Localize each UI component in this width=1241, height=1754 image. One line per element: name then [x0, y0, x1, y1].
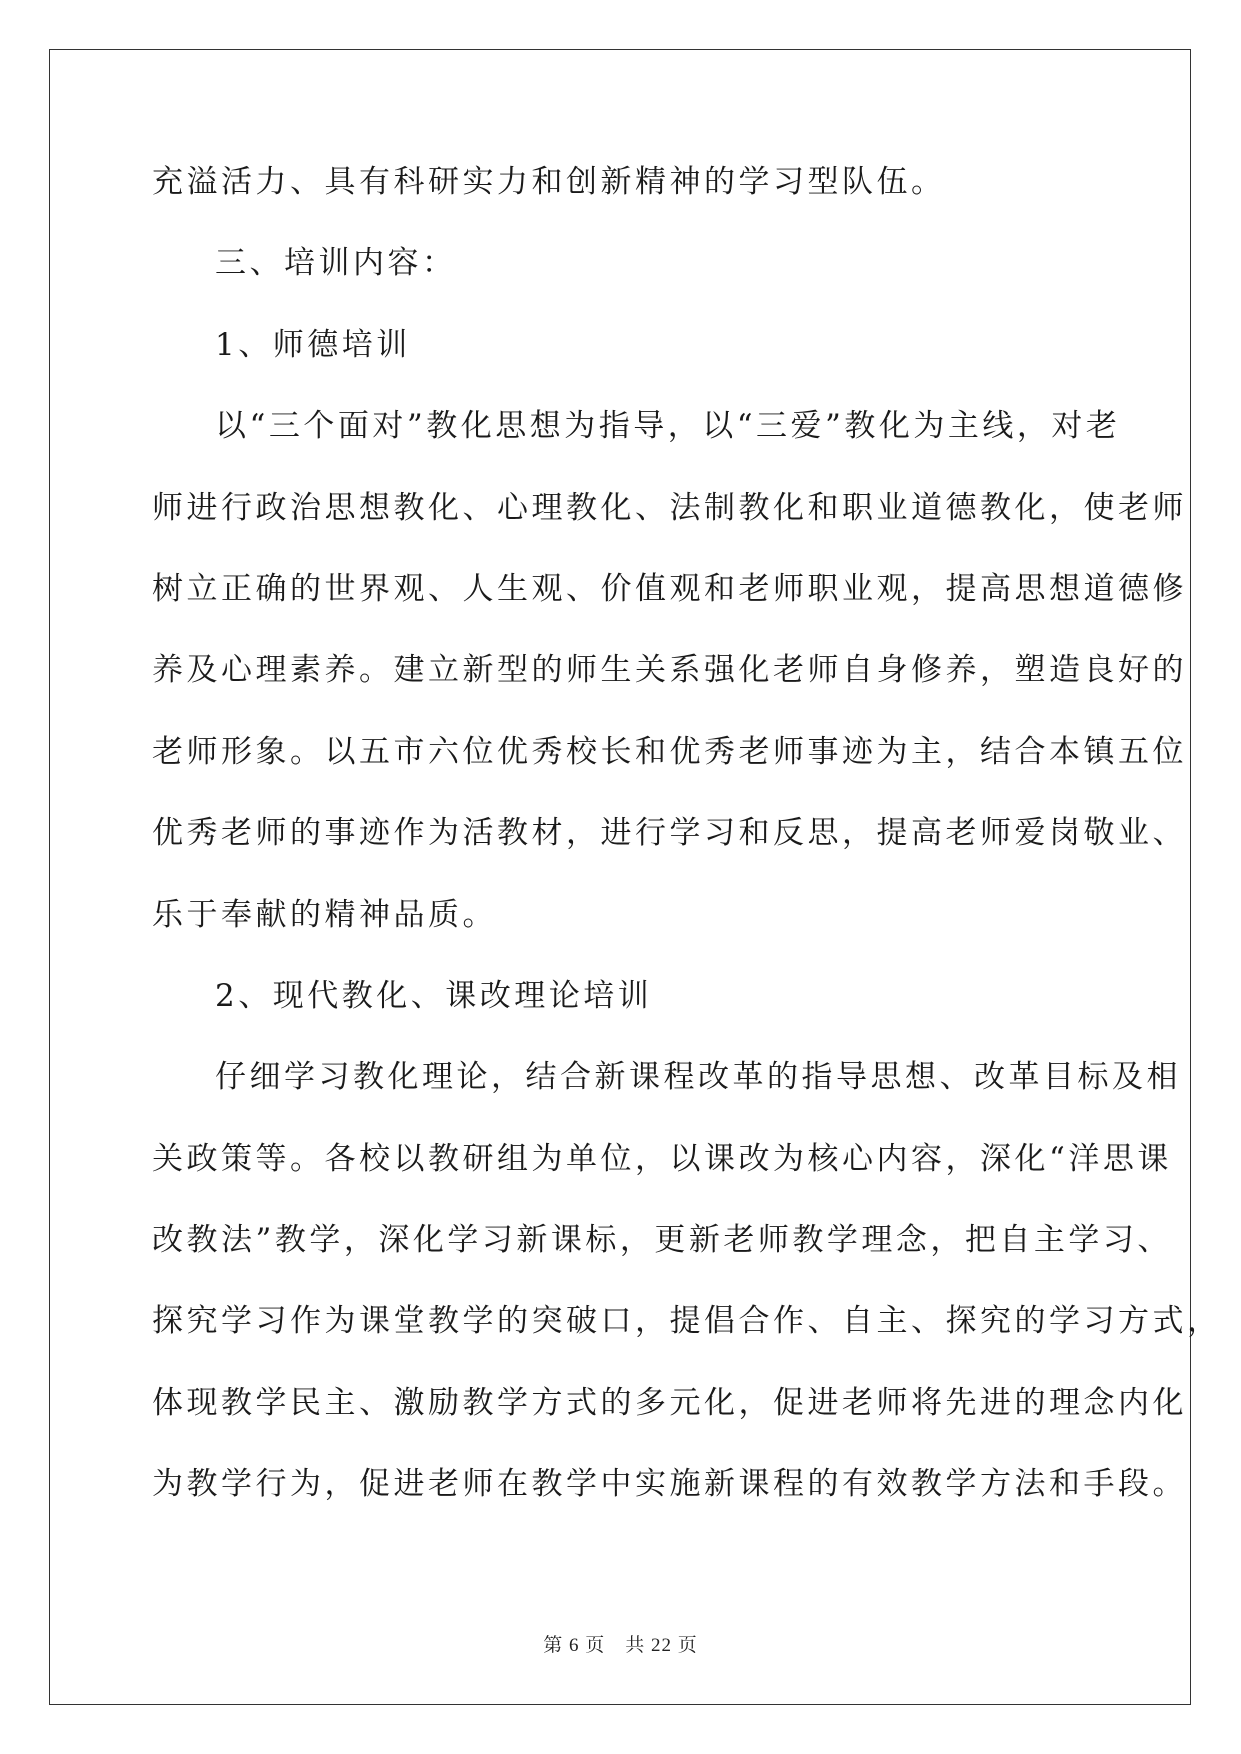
text-line: 关政策等。各校以教研组为单位，以课改为核心内容，深化“洋思课: [152, 1140, 1172, 1177]
text-line: 以“三个面对”教化思想为指导，以“三爱”教化为主线，对老: [215, 408, 1121, 445]
text-line: 改教法”教学，深化学习新课标，更新老师教学理念，把自主学习、: [152, 1222, 1172, 1259]
text-line: 乐于奉献的精神品质。: [152, 896, 497, 933]
text-line: 探究学习作为课堂教学的突破口，提倡合作、自主、探究的学习方式，: [152, 1303, 1222, 1340]
subsection-heading: 2、现代教化、课改理论培训: [215, 977, 653, 1014]
text-line: 优秀老师的事迹作为活教材，进行学习和反思，提高老师爱岗敬业、: [152, 815, 1187, 852]
document-body: [152, 162, 1222, 1546]
text-line: 仔细学习教化理论，结合新课程改革的指导思想、改革目标及相: [215, 1059, 1181, 1096]
text-line: 体现教学民主、激励教学方式的多元化，促进老师将先进的理念内化: [152, 1384, 1187, 1421]
text-line: 师进行政治思想教化、心理教化、法制教化和职业道德教化，使老师: [152, 489, 1187, 526]
text-line: 养及心理素养。建立新型的师生关系强化老师自身修养，塑造良好的: [152, 652, 1187, 689]
text-line: 为教学行为，促进老师在教学中实施新课程的有效教学方法和手段。: [152, 1466, 1187, 1503]
text-line: 树立正确的世界观、人生观、价值观和老师职业观，提高思想道德修: [152, 570, 1187, 607]
page-number: 第 6 页 共 22 页: [543, 1635, 698, 1656]
subsection-heading: 1、师德培训: [215, 326, 411, 363]
page-footer: [0, 1630, 1241, 1657]
section-heading: 三、培训内容：: [215, 245, 457, 282]
text-line: 充溢活力、具有科研实力和创新精神的学习型队伍。: [152, 164, 946, 200]
text-line: 老师形象。以五市六位优秀校长和优秀老师事迹为主，结合本镇五位: [152, 733, 1187, 770]
